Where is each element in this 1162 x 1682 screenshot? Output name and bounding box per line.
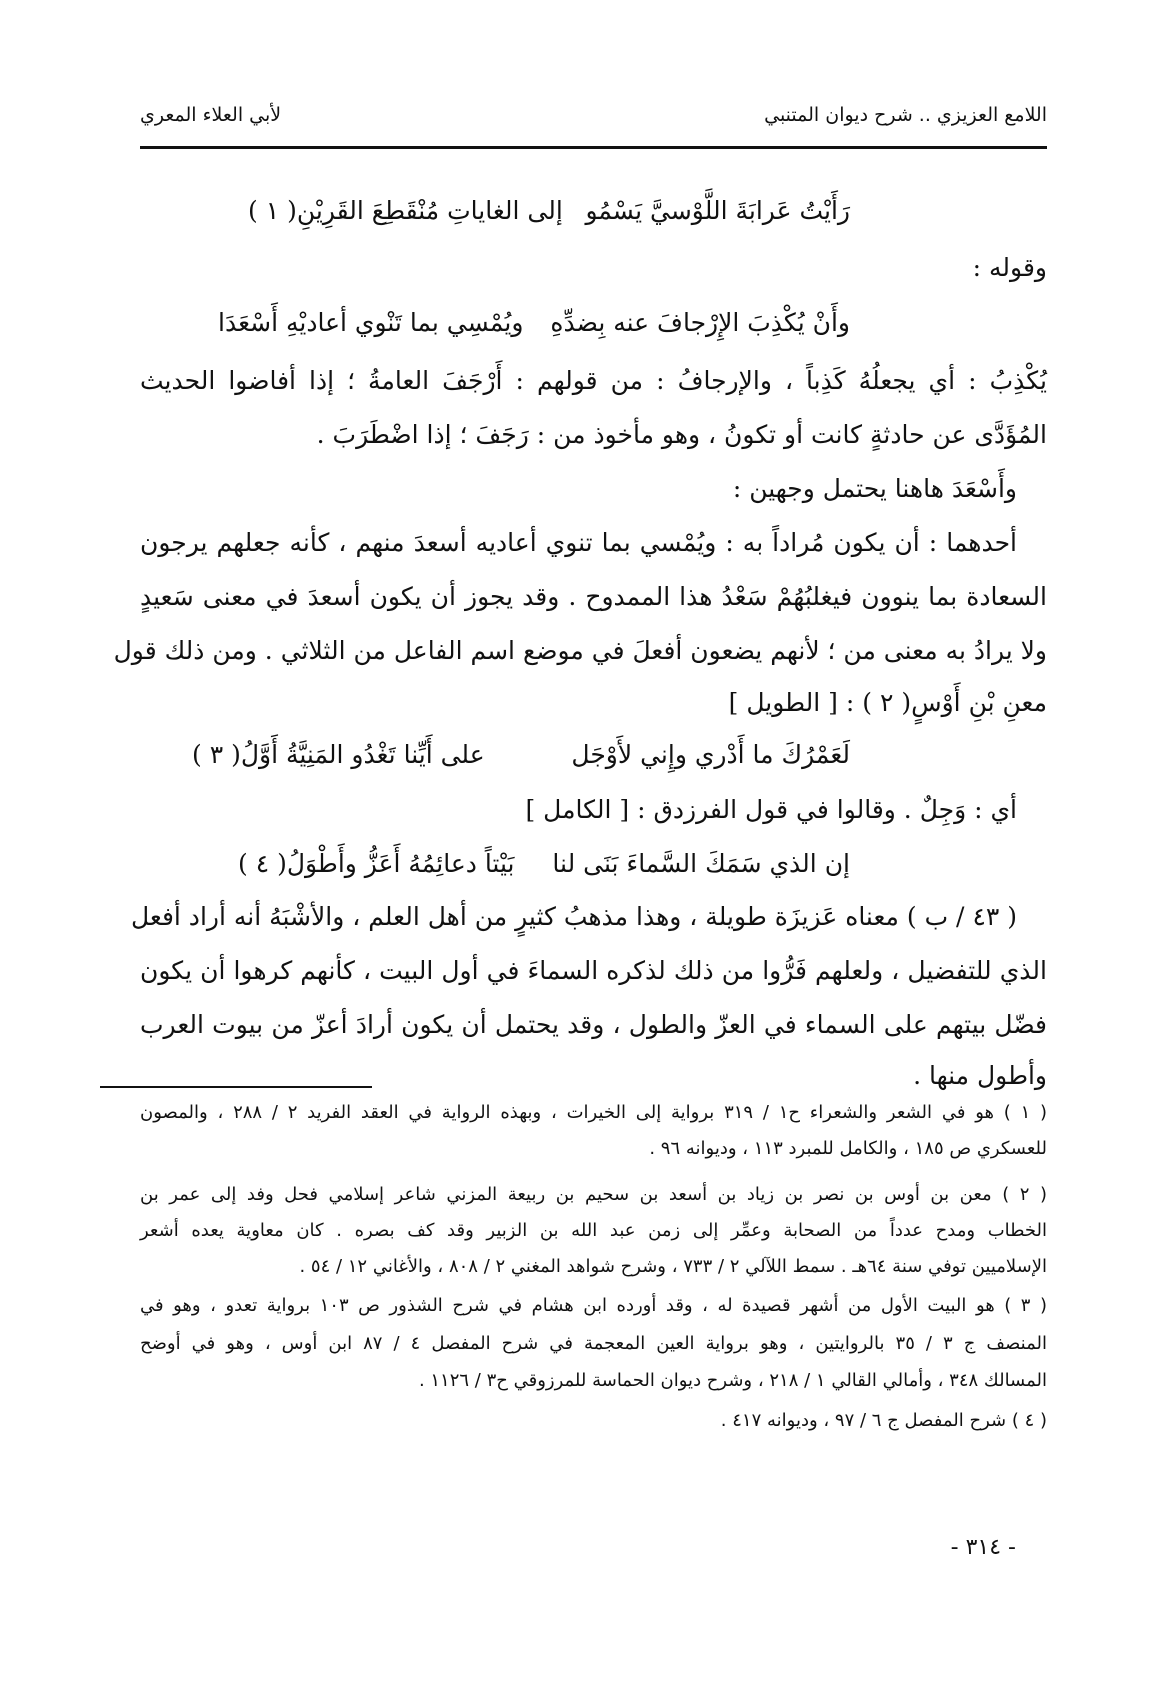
header-rule	[140, 146, 1047, 149]
body-line: وقوله :	[972, 253, 1047, 282]
body-line: وأَسْعَدَ هاهنا يحتمل وجهين :	[732, 474, 1017, 503]
verse-3-second-hemistich: على أَيِّنا تَغْدُو المَنِيَّةُ أَوَّلُ( ٣ )	[192, 740, 485, 769]
body-line: الذي للتفضيل ، ولعلهم فَرُّوا من ذلك لذكره السماءَ في أول البيت ، كأنهم كرهوا أن يكون	[140, 956, 1047, 985]
verse-1-second-hemistich: إلى الغاياتِ مُنْقَطِعَ القَرِيْنِ( ١ )	[248, 196, 563, 225]
footnote-line: ( ٢ ) معن بن أوس بن نصر بن زياد بن أسعد بن سحيم بن ربيعة المزني شاعر إسلامي فحل وفد إلى عمر بن	[140, 1184, 1047, 1205]
running-header-author: لأبي العلاء المعري	[140, 104, 282, 126]
footnote-line: ( ٤ ) شرح المفصل ج ٦ / ٩٧ ، وديوانه ٤١٧ .	[720, 1410, 1047, 1431]
body-line: يُكْذِبُ : أي يجعلُهُ كَذِباً ، والإرجافُ : من قولهم : أَرْجَفَ العامةُ ؛ إذا أفاضوا الحديث	[140, 366, 1047, 395]
body-line: وأطول منها .	[913, 1061, 1047, 1090]
body-line: فضّل بيتهم على السماء في العزّ والطول ، وقد يحتمل أن يكون أرادَ أعزّ من بيوت العرب	[140, 1010, 1047, 1039]
page-number: - ٣١٤ -	[950, 1535, 1016, 1560]
body-line: ( ٤٣ / ب ) معناه عَزيزَة طويلة ، وهذا مذهبُ كثيرٍ من أهل العلم ، والأشْبَهُ أنه أراد أفعل	[130, 902, 1017, 931]
verse-2-second-hemistich: ويُمْسِي بما تَنْوي أعاديْهِ أَسْعَدَا	[218, 308, 524, 337]
verse-1-first-hemistich: رَأَيْتُ عَرابَةَ اللَّوْسيَّ يَسْمُو	[585, 196, 850, 225]
footnote-line: المسالك ٣٤٨ ، وأمالي القالي ١ / ٢١٨ ، وشرح ديوان الحماسة للمرزوقي ح٣ / ١١٢٦ .	[418, 1370, 1047, 1391]
verse-3-first-hemistich: لَعَمْرُكَ ما أَدْري وإِني لأَوْجَل	[571, 740, 850, 769]
body-line: أحدهما : أن يكون مُراداً به : ويُمْسي بما تنوي أعاديه أسعدَ منهم ، كأنه جعلهم يرجون	[140, 528, 1017, 557]
body-line: أي : وَجِلٌ . وقالوا في قول الفرزدق : [ الكامل ]	[525, 795, 1017, 824]
footnote-line: الخطاب ومدح عدداً من الصحابة وعمِّر إلى زمن عبد الله بن الزبير وقد كف بصره . كان معاوية يعده أشعر	[140, 1220, 1047, 1241]
footnote-line: الإسلاميين توفي سنة ٦٤هـ . سمط اللآلي ٢ / ٧٣٣ ، وشرح شواهد المغني ٢ / ٨٠٨ ، والأغاني ١٢ / ٥٤ .	[299, 1256, 1047, 1277]
body-line: ولا يرادُ به معنى من ؛ لأنهم يضعون أفعلَ في موضع اسم الفاعل من الثلاثي . ومن ذلك قول	[113, 636, 1047, 665]
footnote-line: المنصف ج ٣ / ٣٥ بالروايتين ، وهو برواية العين المعجمة في شرح المفصل ٤ / ٨٧ ابن أوس ، وهو في أوضح	[140, 1333, 1047, 1354]
verse-4-first-hemistich: إن الذي سَمَكَ السَّماءَ بَنَى لنا	[552, 849, 850, 878]
body-line: المُؤَدَّى عن حادثةٍ كانت أو تكونُ ، وهو مأخوذ من : رَجَفَ ؛ إذا اضْطَرَبَ .	[316, 420, 1047, 449]
footnote-separator	[100, 1086, 372, 1088]
footnote-line: ( ١ ) هو في الشعر والشعراء ح١ / ٣١٩ برواية إلى الخيرات ، وبهذه الرواية في العقد الفريد ٢ / ٢٨٨ ، والمصون	[140, 1102, 1048, 1123]
footnote-line: للعسكري ص ١٨٥ ، والكامل للمبرد ١١٣ ، وديوانه ٩٦ .	[649, 1138, 1047, 1159]
verse-2-first-hemistich: وأَنْ يُكْذِبَ الإِرْجافَ عنه بِضدِّهِ	[550, 308, 850, 337]
body-line: السعادة بما ينوون فيغلبُهُمْ سَعْدُ هذا الممدوح . وقد يجوز أن يكون أسعدَ في معنى سَعيدٍ	[140, 582, 1047, 611]
verse-4-second-hemistich: بَيْتاً دعائِمُهُ أَعَزُّ وأَطْوَلُ( ٤ )	[238, 849, 515, 878]
footnote-line: ( ٣ ) هو البيت الأول من أشهر قصيدة له ، وقد أورده ابن هشام في شرح الشذور ص ١٠٣ برواية تعدو ، وهو في	[140, 1295, 1048, 1316]
body-line: معنِ بْنِ أَوْسٍ( ٢ ) : [ الطويل ]	[728, 688, 1047, 717]
running-header-title: اللامع العزيزي .. شرح ديوان المتنبي	[764, 104, 1047, 126]
